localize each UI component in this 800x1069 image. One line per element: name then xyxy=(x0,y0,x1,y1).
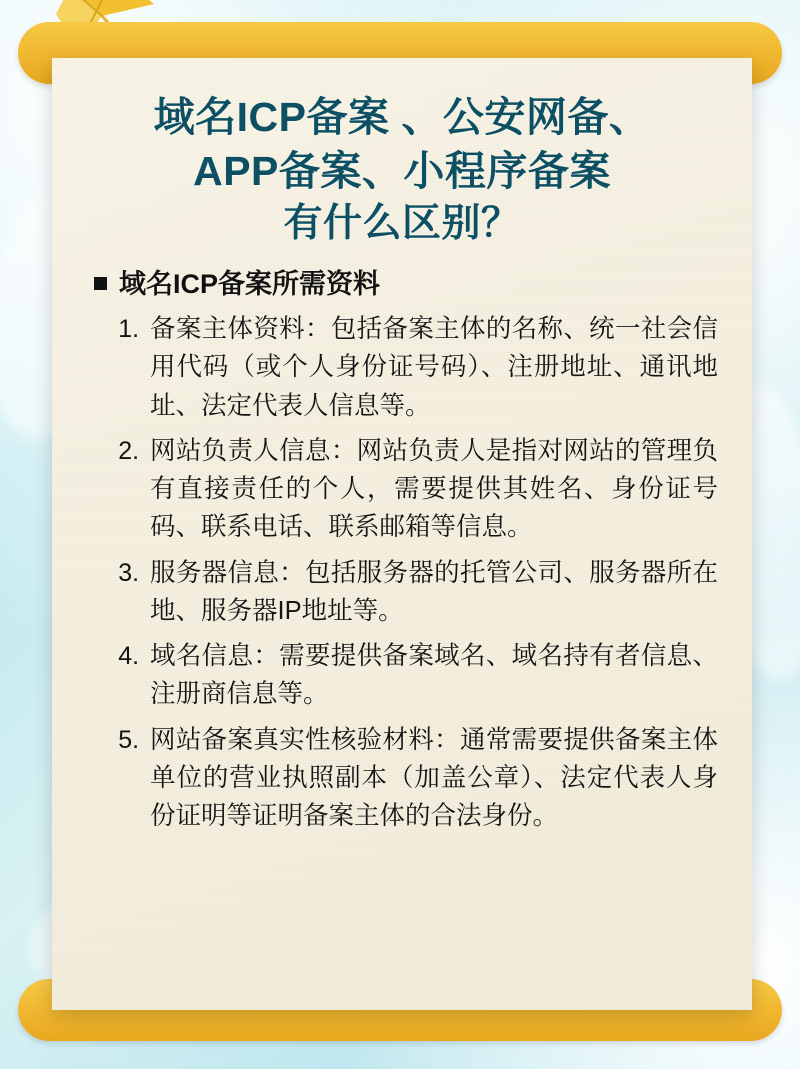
requirements-list xyxy=(80,310,724,835)
title-line-2: APP备案、小程序备案 xyxy=(193,148,611,195)
title-line-3: 有什么区别？ xyxy=(283,202,521,246)
section-heading-label: 域名ICP备案所需资料 xyxy=(119,268,381,299)
title-line-1: 域名ICP备案 、公安网备、 xyxy=(153,94,651,140)
list-item: 1. 备案主体资料：包括备案主体的名称、统一社会信用代码（或个人身份证号码）、注册地址、通讯地址、法定代表人信息等。 xyxy=(146,310,718,425)
list-item: 4. 域名信息：需要提供备案域名、域名持有者信息、注册商信息等。 xyxy=(146,637,718,714)
page-title xyxy=(80,90,724,250)
list-item: 2. 网站负责人信息：网站负责人是指对网站的管理负有直接责任的个人，需要提供其姓名、身份证号码、联系电话、联系邮箱等信息。 xyxy=(146,432,718,547)
paper-card xyxy=(52,58,752,1010)
section-heading xyxy=(94,268,724,300)
square-bullet-icon xyxy=(94,277,107,290)
list-item: 5. 网站备案真实性核验材料：通常需要提供备案主体单位的营业执照副本（加盖公章）、法定代表人身份证明等证明备案主体的合法身份。 xyxy=(146,721,718,836)
list-item: 3. 服务器信息：包括服务器的托管公司、服务器所在地、服务器IP地址等。 xyxy=(146,554,718,631)
